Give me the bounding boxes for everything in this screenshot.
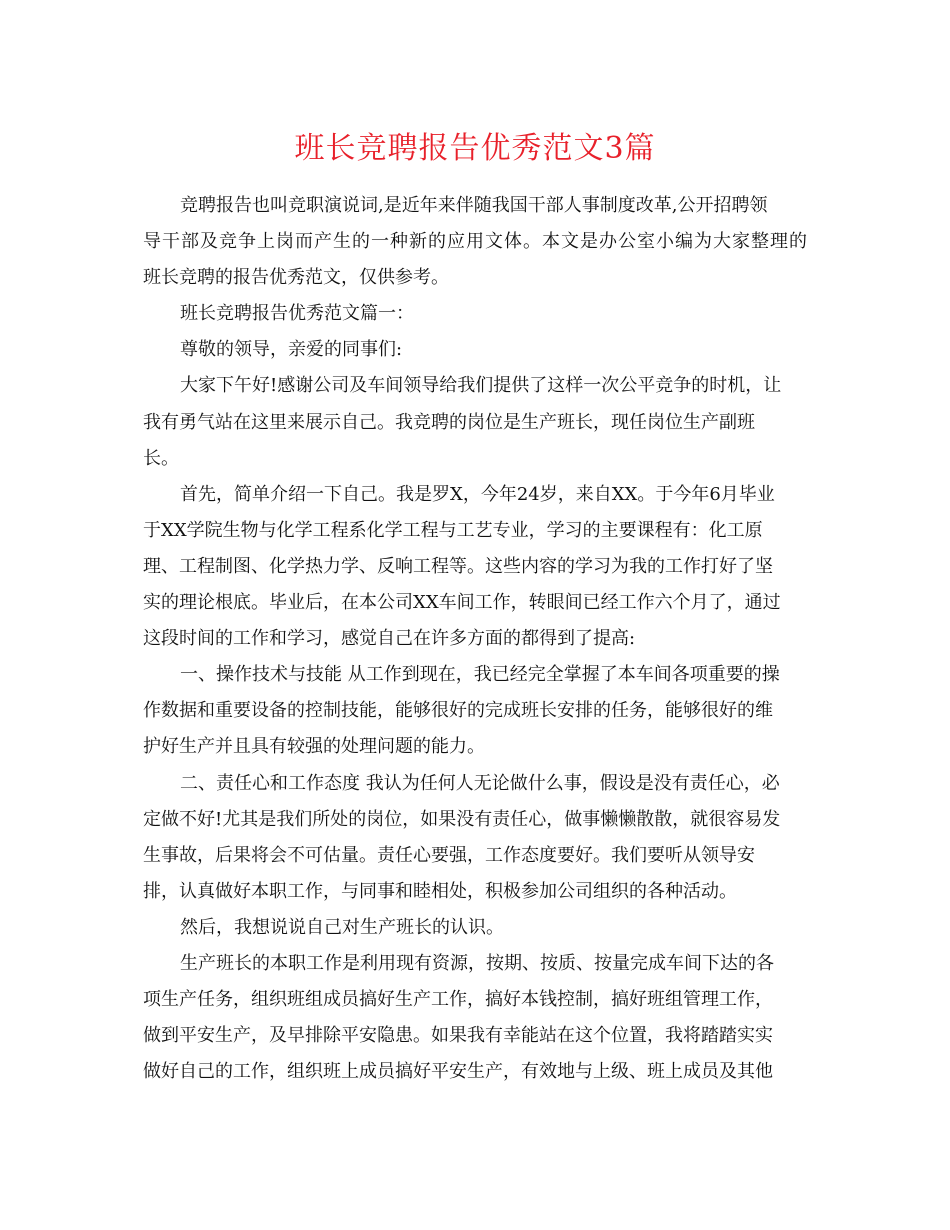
text-line: 定做不好!尤其是我们所处的岗位，如果没有责任心，做事懒懒散散，就很容易发 — [143, 808, 781, 830]
document-title: 班长竞聘报告优秀范文3篇 — [294, 131, 656, 166]
text-line: 班长竞聘的报告优秀范文，仅供参考。 — [143, 267, 449, 289]
text-line: 排，认真做好本职工作，与同事和睦相处，积极参加公司组织的各种活动。 — [143, 880, 737, 902]
text-line: 然后，我想说说自己对生产班长的认识。 — [180, 916, 504, 938]
text-line: 做到平安生产，及早排除平安隐患。如果我有幸能站在这个位置，我将踏踏实实 — [143, 1025, 773, 1047]
text-line: 长。 — [143, 447, 179, 469]
text-line: 竞聘报告也叫竞职演说词,是近年来伴随我国干部人事制度改革,公开招聘领 — [180, 195, 768, 216]
text-line: 理、工程制图、化学热力学、反响工程等。这些内容的学习为我的工作打好了坚 — [143, 555, 773, 577]
text-line: 首先，简单介绍一下自己。我是罗X，今年24岁，来自XX。于今年6月毕业 — [180, 483, 775, 505]
text-line: 实的理论根底。毕业后，在本公司XX车间工作，转眼间已经工作六个月了，通过 — [143, 592, 781, 614]
text-line: 大家下午好!感谢公司及车间领导给我们提供了这样一次公平竞争的时机，让 — [180, 375, 782, 397]
text-line: 二、责任心和工作态度 我认为任何人无论做什么事，假设是没有责任心，必 — [180, 772, 780, 794]
text-line: 我有勇气站在这里来展示自己。我竞聘的岗位是生产班长，现任岗位生产副班 — [143, 411, 755, 433]
text-line: 做好自己的工作，组织班上成员搞好平安生产，有效地与上级、班上成员及其他 — [143, 1061, 773, 1083]
text-line: 生产班长的本职工作是利用现有资源，按期、按质、按量完成车间下达的各 — [180, 952, 774, 974]
text-line: 导干部及竞争上岗而产生的一种新的应用文体。本文是办公室小编为大家整理的 — [143, 231, 807, 253]
text-line: 作数据和重要设备的控制技能，能够很好的完成班长安排的任务，能够很好的维 — [143, 700, 773, 722]
text-line: 生事故，后果将会不可估量。责任心要强，工作态度要好。我们要听从领导安 — [143, 844, 755, 866]
text-line: 班长竞聘报告优秀范文篇一： — [180, 303, 414, 325]
text-line: 这段时间的工作和学习，感觉自己在许多方面的都得到了提高: — [143, 628, 636, 650]
text-line: 尊敬的领导，亲爱的同事们: — [180, 339, 403, 361]
document-body — [143, 188, 807, 1090]
text-line: 护好生产并且具有较强的处理问题的能力。 — [143, 736, 485, 758]
text-line: 于XX学院生物与化学工程系化学工程与工艺专业，学习的主要课程有：化工原 — [143, 519, 763, 541]
text-line: 一、操作技术与技能 从工作到现在，我已经完全掌握了本车间各项重要的操 — [180, 664, 780, 686]
text-line: 项生产任务，组织班组成员搞好生产工作，搞好本钱控制，搞好班组管理工作， — [143, 989, 773, 1011]
